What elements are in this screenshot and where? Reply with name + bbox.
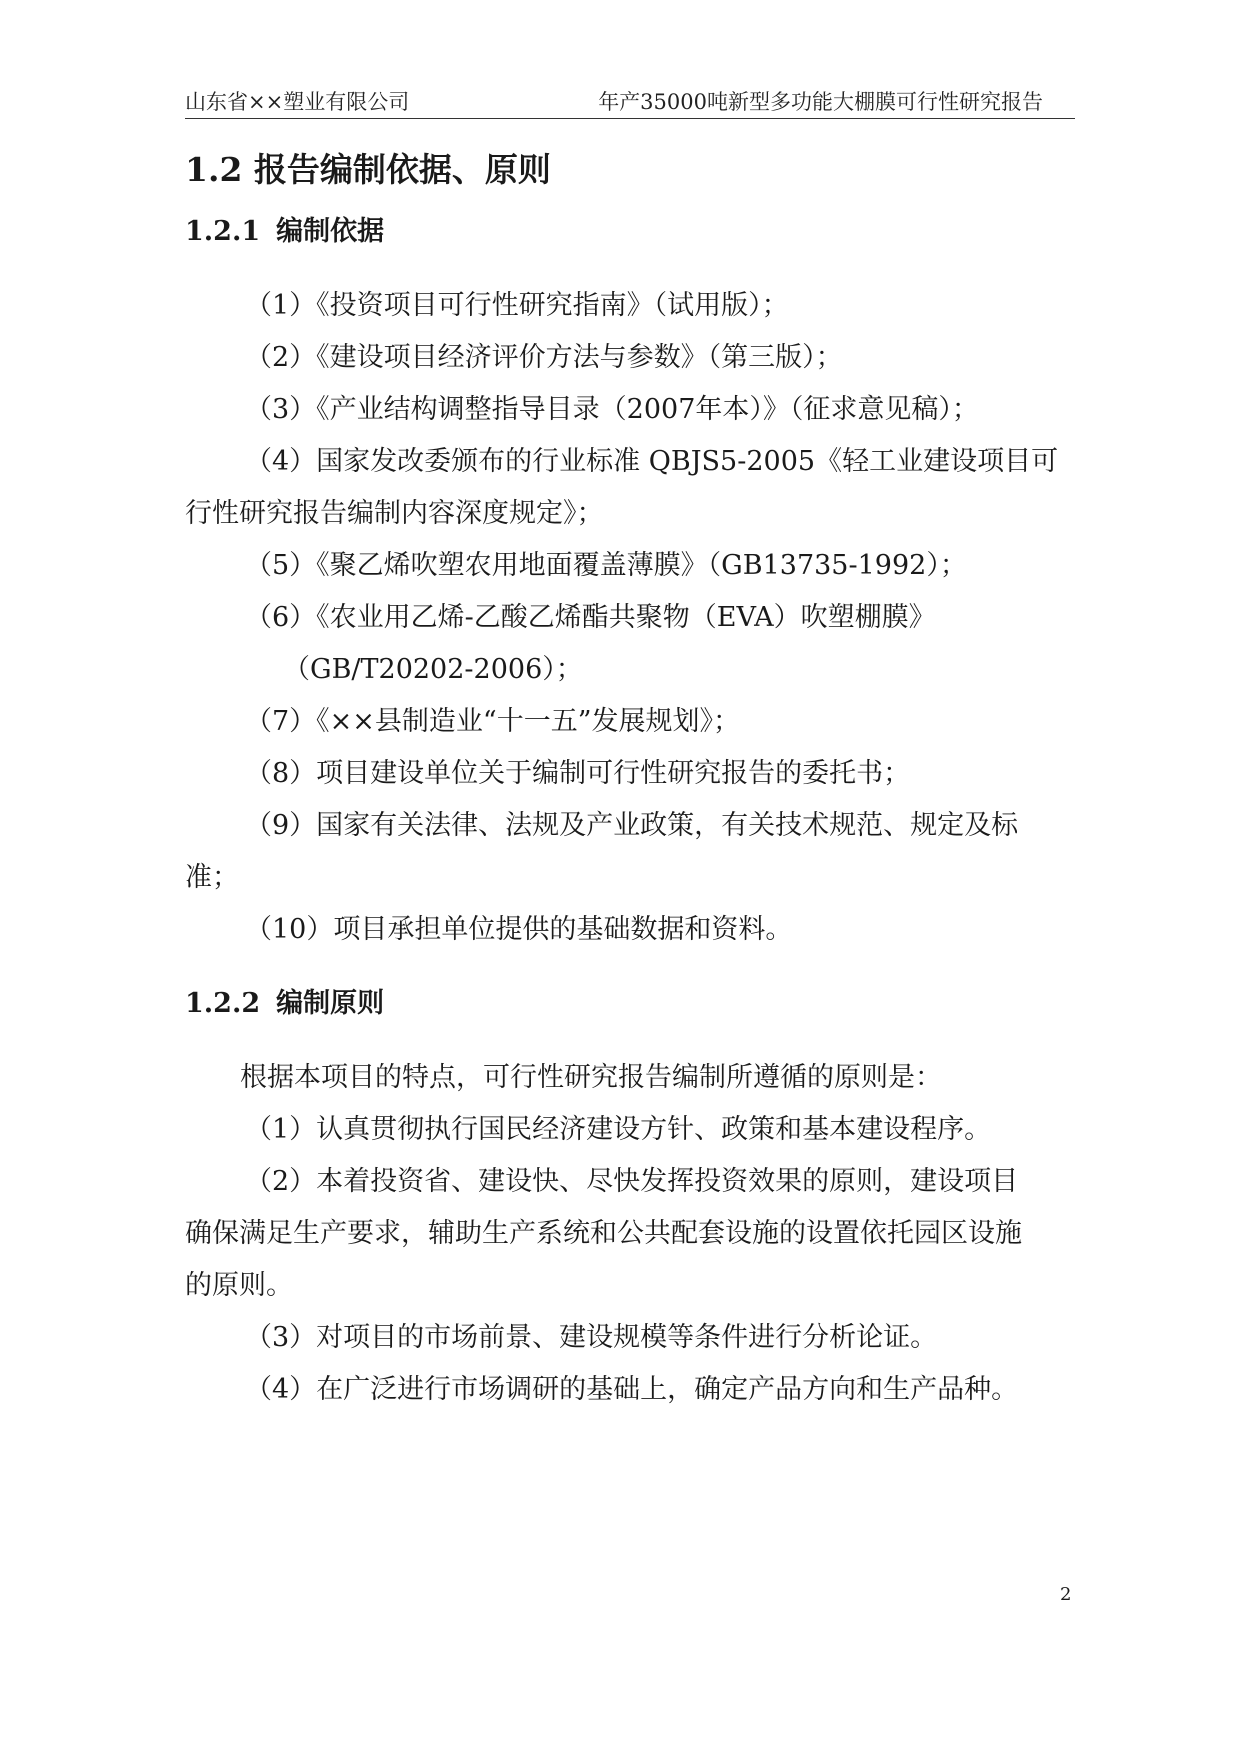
- basis-item-3: （3）《产业结构调整指导目录（2007年本）》（征求意见稿）；: [245, 394, 979, 425]
- subsection-title: 编制原则: [276, 988, 385, 1019]
- subsection-heading-principles: [185, 984, 384, 1024]
- basis-item-7: （7）《××县制造业“十一五”发展规划》；: [245, 706, 741, 737]
- page-header: [185, 86, 1075, 118]
- section-heading: [185, 148, 551, 192]
- header-rule: [185, 118, 1075, 119]
- basis-item-5: （5）《聚乙烯吹塑农用地面覆盖薄膜》（GB13735-1992）；: [245, 550, 967, 581]
- header-report-title: 年产35000吨新型多功能大棚膜可行性研究报告: [598, 90, 1043, 114]
- subsection-title: 编制依据: [276, 216, 385, 247]
- basis-item-6: （6）《农业用乙烯-乙酸乙烯酯共聚物（EVA）吹塑棚膜》: [245, 602, 936, 633]
- basis-item-1: （1）《投资项目可行性研究指南》（试用版）；: [245, 290, 789, 321]
- basis-item-6-cont: （GB/T20202-2006）；: [283, 654, 583, 685]
- basis-item-9-cont: 准；: [185, 862, 239, 893]
- basis-item-8: （8）项目建设单位关于编制可行性研究报告的委托书；: [245, 758, 911, 789]
- subsection-number: 1.2.2: [185, 988, 261, 1019]
- principle-item-2-cont2: 的原则。: [185, 1270, 293, 1301]
- basis-item-9: （9）国家有关法律、法规及产业政策，有关技术规范、规定及标: [245, 810, 1019, 841]
- basis-item-4-cont: 行性研究报告编制内容深度规定》；: [185, 498, 604, 529]
- subsection-number: 1.2.1: [185, 216, 261, 247]
- principle-item-4: （4）在广泛进行市场调研的基础上，确定产品方向和生产品种。: [245, 1374, 1019, 1405]
- principles-intro: 根据本项目的特点，可行性研究报告编制所遵循的原则是：: [240, 1062, 942, 1093]
- principle-item-2-cont: 确保满足生产要求，辅助生产系统和公共配套设施的设置依托园区设施: [185, 1218, 1022, 1249]
- section-title: 报告编制依据、原则: [253, 150, 551, 189]
- section-number: 1.2: [185, 150, 243, 189]
- header-company: 山东省××塑业有限公司: [185, 90, 410, 114]
- principle-item-2: （2）本着投资省、建设快、尽快发挥投资效果的原则，建设项目: [245, 1166, 1019, 1197]
- basis-item-2: （2）《建设项目经济评价方法与参数》（第三版）；: [245, 342, 843, 373]
- basis-item-10: （10）项目承担单位提供的基础数据和资料。: [245, 914, 793, 945]
- basis-item-4: （4）国家发改委颁布的行业标准 QBJS5-2005《轻工业建设项目可: [245, 446, 1059, 477]
- subsection-heading-basis: [185, 212, 384, 252]
- principle-item-3: （3）对项目的市场前景、建设规模等条件进行分析论证。: [245, 1322, 938, 1353]
- principle-item-1: （1）认真贯彻执行国民经济建设方针、政策和基本建设程序。: [245, 1114, 992, 1145]
- page-number: 2: [1060, 1584, 1072, 1605]
